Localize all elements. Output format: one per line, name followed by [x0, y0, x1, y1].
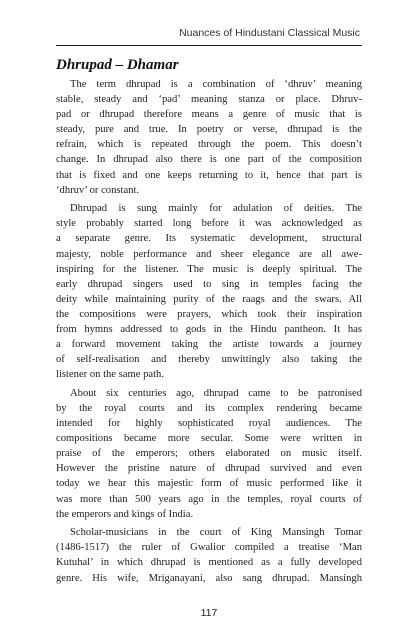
- text-line: a forward movement taking the artiste towards a journey: [56, 339, 362, 351]
- text-line: the emperors and kings of India.: [56, 508, 194, 520]
- text-line: that is fixed and one keeps returning to it, hence that part is: [56, 169, 362, 181]
- text-line: early dhrupad singers used to sing in temples facing the: [56, 278, 362, 290]
- text-line: However the pristine nature of dhrupad survived and even: [56, 463, 362, 475]
- text-line: stable, steady and ‘pad’ meaning stanza or place. Dhruv-: [56, 94, 362, 106]
- paragraph-royal-courts: [56, 386, 362, 522]
- chapter-title: Dhrupad – Dhamar: [56, 57, 179, 73]
- text-line: listener on the same path.: [56, 369, 164, 381]
- text-line: deity while maintaining purity of the raags and the swars. All: [56, 293, 362, 305]
- text-line: compositions became more secular. Some were written in: [56, 433, 362, 445]
- text-line: of self-realisation and thereby unwittingly also taking the: [56, 354, 362, 366]
- text-line: Dhrupad is sung mainly for adulation of deities. The: [70, 203, 362, 215]
- text-line: Kutuhal’ in which dhrupad is mentioned as a fully developed: [56, 557, 362, 569]
- text-line: intended for highly sophisticated royal audiences. The: [56, 418, 362, 430]
- text-line: pad or dhrupad therefore means a genre of music that is: [56, 109, 362, 121]
- text-line: About six centuries ago, dhrupad came to be patronised: [70, 387, 362, 399]
- text-line: refrain, which is repeated through the poem. This doesn’t: [56, 139, 362, 151]
- text-line: Scholar-musicians in the court of King Mansingh Tomar: [70, 527, 362, 539]
- text-line: from hymns addressed to gods in the Hindu pantheon. It has: [56, 324, 362, 335]
- text-line: (1486-1517) the ruler of Gwalior compiled a treatise ‘Man: [56, 542, 362, 554]
- text-line: majesty, noble performance and sheer elegance are all awe-: [56, 248, 362, 260]
- header-rule: [56, 45, 362, 46]
- text-line: praise of the emperors; others elaborated on music itself.: [56, 448, 362, 460]
- body-text: [56, 77, 362, 586]
- text-line: style probably started long before it was acknowledged as: [56, 218, 362, 230]
- paragraph-mansingh-tomar: [56, 525, 362, 585]
- text-line: by the royal courts and its complex rendering became: [56, 402, 362, 414]
- text-line: ‘dhruv’ or constant.: [56, 184, 140, 196]
- text-line: was more than 500 years ago in the temples, royal courts of: [56, 493, 362, 505]
- text-line: inspiring for the listener. The music is deeply spiritual. The: [56, 263, 362, 275]
- text-line: a separate genre. Its systematic development, structural: [56, 233, 362, 245]
- text-line: genre. His wife, Mriganayani, also sang dhrupad. Mansingh: [56, 572, 362, 584]
- text-line: change. In dhrupad also there is one part of the composition: [56, 154, 362, 166]
- text-line: today we hear this majestic form of music performed like it: [56, 478, 362, 490]
- running-head: Nuances of Hindustani Classical Music: [179, 27, 360, 39]
- text-line: the compositions were prayers, which took their inspiration: [56, 308, 362, 320]
- paragraph-deities: [56, 201, 362, 382]
- page-number: 117: [200, 607, 218, 619]
- paragraph-dhrupad-meaning: [56, 77, 362, 198]
- text-line: steady, pure and true. In poetry or verse, dhrupad is the: [56, 124, 362, 136]
- text-line: The term dhrupad is a combination of ‘dhruv’ meaning: [70, 79, 362, 90]
